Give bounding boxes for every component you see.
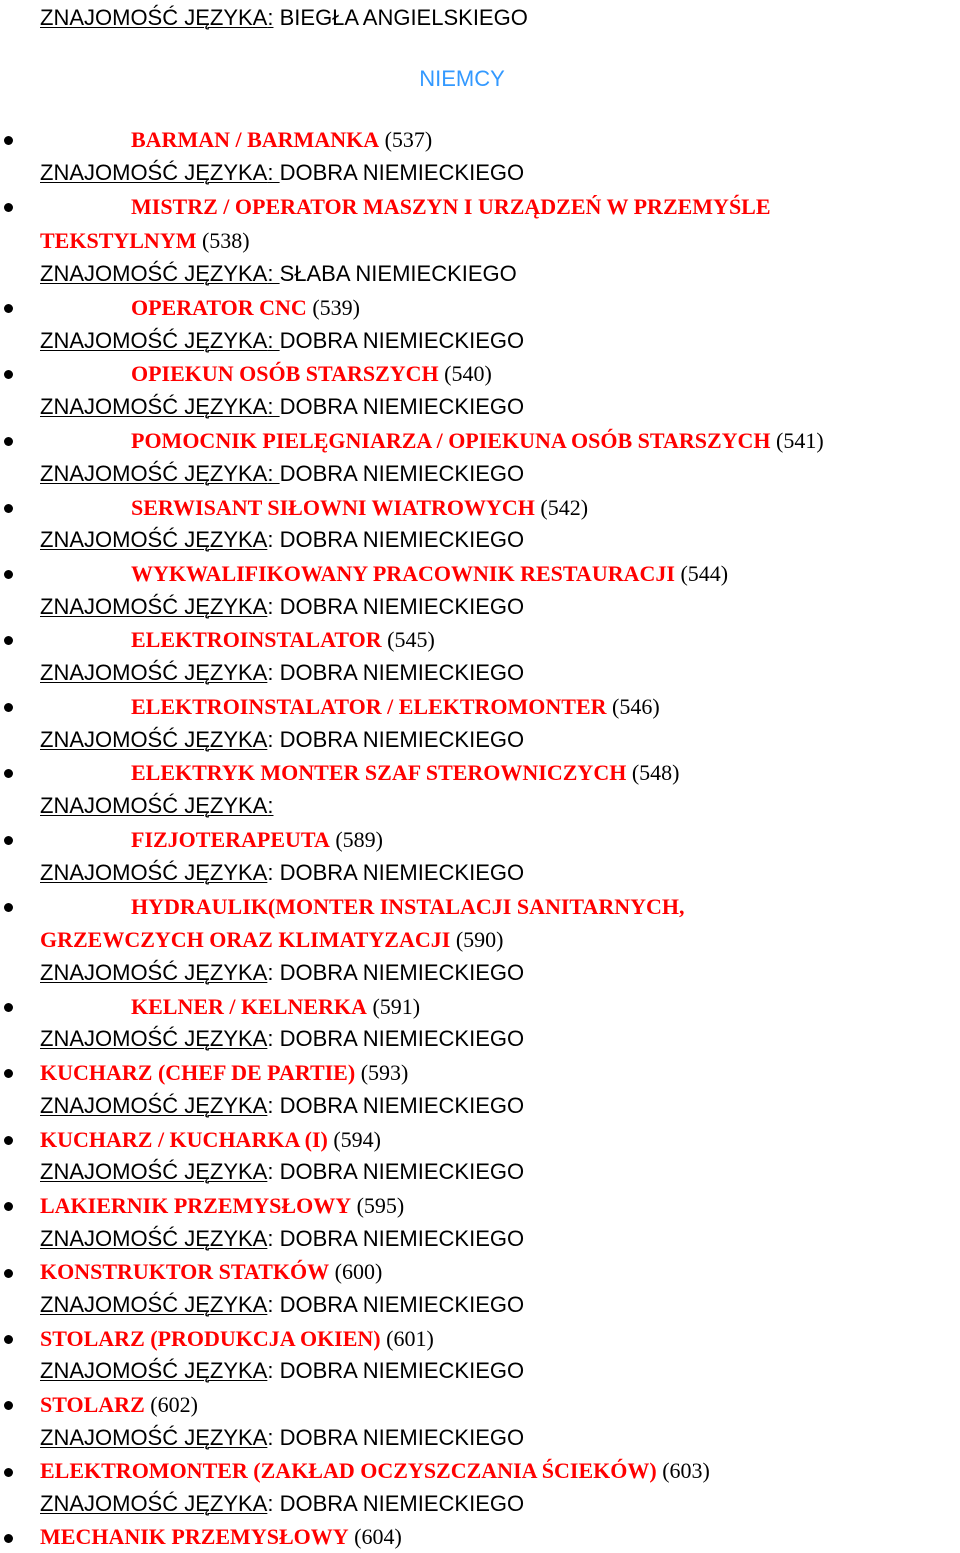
job-title-541: POMOCNIK PIELĘGNIARZA / OPIEKUNA OSÓB STARSZYCH (541) bbox=[131, 428, 824, 453]
language-requirement: ZNAJOMOŚĆ JĘZYKA: DOBRA NIEMIECKIEGO bbox=[40, 160, 525, 185]
language-requirement-value: BIEGŁA ANGIELSKIEGO bbox=[279, 5, 528, 30]
language-requirement-label: ZNAJOMOŚĆ JĘZYKA bbox=[40, 5, 268, 30]
job-title-590: HYDRAULIK(MONTER INSTALACJI SANITARNYCH, bbox=[131, 894, 685, 919]
language-requirement: ZNAJOMOŚĆ JĘZYKA: DOBRA NIEMIECKIEGO bbox=[40, 727, 525, 752]
bullet-icon bbox=[4, 1269, 13, 1278]
bullet-icon bbox=[4, 1534, 13, 1543]
language-requirement: ZNAJOMOŚĆ JĘZYKA: bbox=[40, 793, 274, 818]
language-requirement: ZNAJOMOŚĆ JĘZYKA: DOBRA NIEMIECKIEGO bbox=[40, 960, 525, 985]
job-title-542: SERWISANT SIŁOWNI WIATROWYCH (542) bbox=[131, 495, 589, 520]
bullet-icon bbox=[4, 370, 13, 379]
bullet-icon bbox=[4, 1069, 13, 1078]
job-title-540: OPIEKUN OSÓB STARSZYCH (540) bbox=[131, 361, 492, 386]
language-requirement: ZNAJOMOŚĆ JĘZYKA: DOBRA NIEMIECKIEGO bbox=[40, 594, 525, 619]
bullet-icon bbox=[4, 1003, 13, 1012]
bullet-icon bbox=[4, 437, 13, 446]
language-requirement: ZNAJOMOŚĆ JĘZYKA: DOBRA NIEMIECKIEGO bbox=[40, 660, 525, 685]
bullet-icon bbox=[4, 769, 13, 778]
language-requirement: ZNAJOMOŚĆ JĘZYKA: SŁABA NIEMIECKIEGO bbox=[40, 261, 517, 286]
bullet-icon bbox=[4, 1401, 13, 1410]
bullet-icon bbox=[4, 136, 13, 145]
bullet-icon bbox=[4, 703, 13, 712]
job-title-602: STOLARZ (602) bbox=[40, 1392, 198, 1417]
language-requirement: ZNAJOMOŚĆ JĘZYKA: DOBRA NIEMIECKIEGO bbox=[40, 1358, 525, 1383]
job-title-601: STOLARZ (PRODUKCJA OKIEN) (601) bbox=[40, 1326, 434, 1351]
job-title-590-continued: GRZEWCZYCH ORAZ KLIMATYZACJI (590) bbox=[40, 927, 504, 952]
bullet-icon bbox=[4, 903, 13, 912]
job-title-548: ELEKTRYK MONTER SZAF STEROWNICZYCH (548) bbox=[131, 760, 680, 785]
job-title-603: ELEKTROMONTER (ZAKŁAD OCZYSZCZANIA ŚCIEKÓW) (603) bbox=[40, 1458, 710, 1483]
bullet-icon bbox=[4, 1136, 13, 1145]
language-requirement: ZNAJOMOŚĆ JĘZYKA: DOBRA NIEMIECKIEGO bbox=[40, 1093, 525, 1118]
job-title-594: KUCHARZ / KUCHARKA (I) (594) bbox=[40, 1127, 381, 1152]
language-requirement: ZNAJOMOŚĆ JĘZYKA: DOBRA NIEMIECKIEGO bbox=[40, 860, 525, 885]
bullet-icon bbox=[4, 1468, 13, 1477]
bullet-icon bbox=[4, 1202, 13, 1211]
job-title-546: ELEKTROINSTALATOR / ELEKTROMONTER (546) bbox=[131, 694, 660, 719]
bullet-icon bbox=[4, 304, 13, 313]
language-requirement: ZNAJOMOŚĆ JĘZYKA: DOBRA NIEMIECKIEGO bbox=[40, 1292, 525, 1317]
bullet-icon bbox=[4, 203, 13, 212]
job-title-593: KUCHARZ (CHEF DE PARTIE) (593) bbox=[40, 1060, 409, 1085]
job-title-545: ELEKTROINSTALATOR (545) bbox=[131, 627, 435, 652]
job-title-544: WYKWALIFIKOWANY PRACOWNIK RESTAURACJI (544) bbox=[131, 561, 729, 586]
bullet-icon bbox=[4, 836, 13, 845]
job-title-589: FIZJOTERAPEUTA (589) bbox=[131, 827, 383, 852]
language-requirement: ZNAJOMOŚĆ JĘZYKA: DOBRA NIEMIECKIEGO bbox=[40, 1226, 525, 1251]
section-title-germany: NIEMCY bbox=[419, 66, 505, 91]
job-title-595: LAKIERNIK PRZEMYSŁOWY (595) bbox=[40, 1193, 405, 1218]
job-title-600: KONSTRUKTOR STATKÓW (600) bbox=[40, 1259, 383, 1284]
language-requirement: ZNAJOMOŚĆ JĘZYKA: DOBRA NIEMIECKIEGO bbox=[40, 1491, 525, 1516]
job-title-538-continued: TEKSTYLNYM (538) bbox=[40, 228, 250, 253]
bullet-icon bbox=[4, 1335, 13, 1344]
language-requirement: ZNAJOMOŚĆ JĘZYKA: DOBRA NIEMIECKIEGO bbox=[40, 527, 525, 552]
bullet-icon bbox=[4, 636, 13, 645]
language-requirement: ZNAJOMOŚĆ JĘZYKA: DOBRA NIEMIECKIEGO bbox=[40, 1425, 525, 1450]
language-requirement: ZNAJOMOŚĆ JĘZYKA: DOBRA NIEMIECKIEGO bbox=[40, 461, 525, 486]
bullet-icon bbox=[4, 570, 13, 579]
job-title-604: MECHANIK PRZEMYSŁOWY (604) bbox=[40, 1524, 402, 1549]
bullet-icon bbox=[4, 504, 13, 513]
language-requirement: ZNAJOMOŚĆ JĘZYKA: DOBRA NIEMIECKIEGO bbox=[40, 1159, 525, 1184]
language-requirement: ZNAJOMOŚĆ JĘZYKA: DOBRA NIEMIECKIEGO bbox=[40, 1026, 525, 1051]
job-title-539: OPERATOR CNC (539) bbox=[131, 295, 360, 320]
job-title-591: KELNER / KELNERKA (591) bbox=[131, 994, 421, 1019]
language-requirement: ZNAJOMOŚĆ JĘZYKA: DOBRA NIEMIECKIEGO bbox=[40, 394, 525, 419]
job-title-537: BARMAN / BARMANKA (537) bbox=[131, 127, 433, 152]
language-requirement-english: ZNAJOMOŚĆ JĘZYKA: BIEGŁA ANGIELSKIEGO bbox=[40, 5, 528, 30]
job-title-538: MISTRZ / OPERATOR MASZYN I URZĄDZEŃ W PRZEMYŚLE bbox=[131, 194, 771, 219]
language-requirement: ZNAJOMOŚĆ JĘZYKA: DOBRA NIEMIECKIEGO bbox=[40, 328, 525, 353]
